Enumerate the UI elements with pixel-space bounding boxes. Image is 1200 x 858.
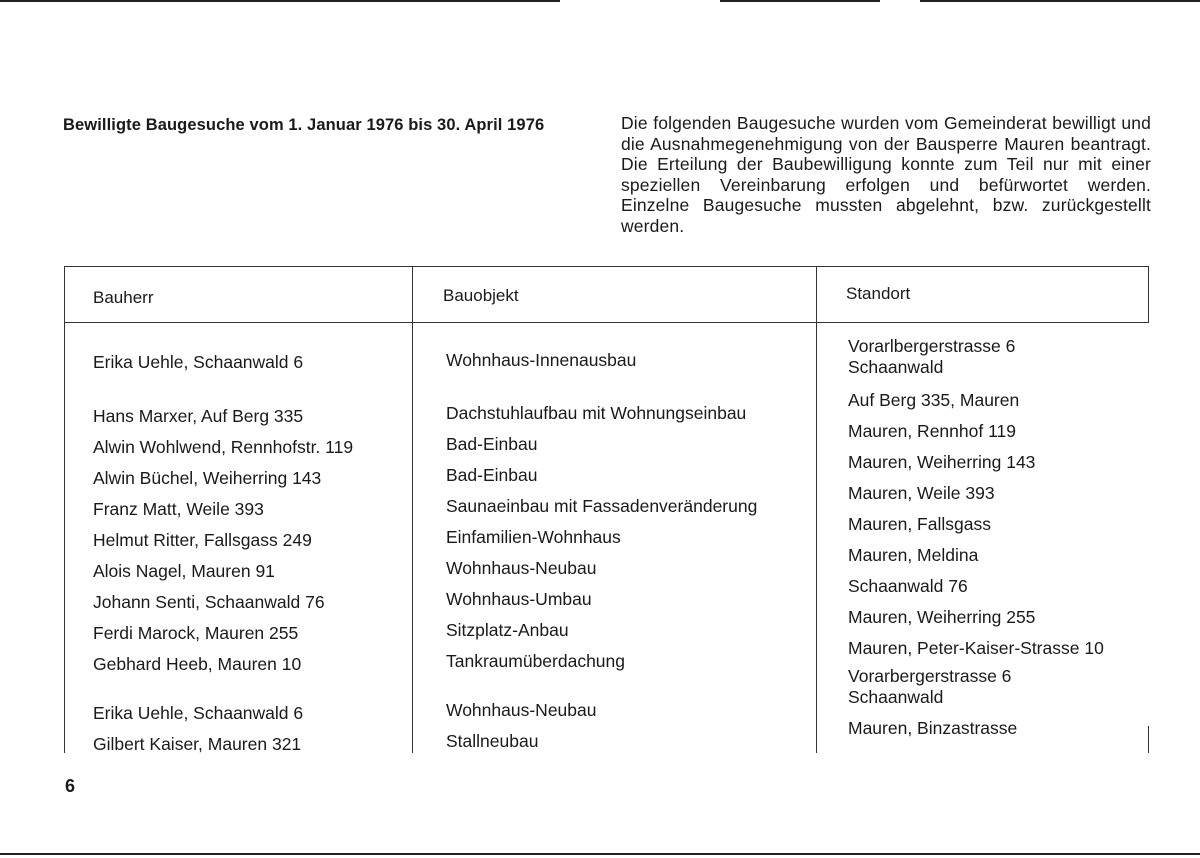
- page-number: 6: [65, 776, 76, 796]
- cell-bauherr: Hans Marxer, Auf Berg 335: [93, 406, 304, 426]
- cell-bauherr: Alwin Wohlwend, Rennhofstr. 119: [93, 437, 354, 457]
- cell-bauherr: Erika Uehle, Schaanwald 6: [93, 703, 304, 723]
- cell-standort: Mauren, Meldina: [848, 545, 979, 565]
- cell-bauobjekt: Wohnhaus-Neubau: [446, 558, 597, 578]
- top-rule-right: [720, 0, 1200, 2]
- cell-bauherr: Franz Matt, Weile 393: [93, 499, 264, 519]
- cell-standort: Schaanwald: [848, 687, 944, 707]
- cell-bauherr: Ferdi Marock, Mauren 255: [93, 623, 299, 643]
- cell-bauherr: Helmut Ritter, Fallsgass 249: [93, 530, 312, 550]
- cell-standort: Mauren, Weile 393: [848, 483, 995, 503]
- cell-standort: Vorarbergerstrasse 6: [848, 666, 1012, 686]
- cell-bauherr: Johann Senti, Schaanwald 76: [93, 592, 325, 612]
- intro-paragraph: Die folgenden Baugesuche wurden vom Gemeinderat bewilligt und die Ausnahmegenehmigung von der Bausperre Mauren beantragt. Die Erteilung der Baubewilligung konnte zum Teil nur mit einer speziellen Vereinbarung erfolgen und befürwortet werden. Einzelne Baugesuche mussten abgelehnt, bzw. zurückgestellt werden.: [621, 113, 1151, 236]
- column-header-standort: Standort: [846, 284, 911, 303]
- table-right-border: [1148, 266, 1149, 322]
- cell-bauobjekt: Tankraumüberdachung: [446, 651, 626, 671]
- cell-standort: Auf Berg 335, Mauren: [848, 390, 1020, 410]
- cell-standort: Mauren, Weiherring 255: [848, 607, 1036, 627]
- cell-bauobjekt: Einfamilien-Wohnhaus: [446, 527, 621, 547]
- permits-table: [64, 266, 1149, 753]
- cell-standort: Vorarlbergerstrasse 6: [848, 336, 1016, 356]
- cell-standort: Schaanwald: [848, 357, 944, 377]
- cell-bauherr: Erika Uehle, Schaanwald 6: [93, 352, 304, 372]
- cell-bauherr: Gilbert Kaiser, Mauren 321: [93, 734, 302, 754]
- top-rule: [0, 0, 560, 2]
- cell-bauobjekt: Dachstuhlaufbau mit Wohnungseinbau: [446, 403, 747, 423]
- cell-bauobjekt: Wohnhaus-Umbau: [446, 589, 592, 609]
- table-left-border: [64, 266, 65, 753]
- table-header-rule: [64, 322, 1149, 323]
- table-column-divider: [816, 266, 817, 753]
- cell-standort: Schaanwald 76: [848, 576, 968, 596]
- cell-bauobjekt: Bad-Einbau: [446, 465, 538, 485]
- column-header-bauherr: Bauherr: [93, 288, 154, 307]
- cell-bauobjekt: Bad-Einbau: [446, 434, 538, 454]
- cell-bauobjekt: Sitzplatz-Anbau: [446, 620, 569, 640]
- cell-standort: Mauren, Peter-Kaiser-Strasse 10: [848, 638, 1104, 658]
- cell-bauherr: Alwin Büchel, Weiherring 143: [93, 468, 322, 488]
- cell-bauherr: Gebhard Heeb, Mauren 10: [93, 654, 302, 674]
- column-header-bauobjekt: Bauobjekt: [443, 286, 519, 305]
- bottom-rule: [0, 853, 1200, 855]
- cell-bauherr: Alois Nagel, Mauren 91: [93, 561, 275, 581]
- cell-bauobjekt: Wohnhaus-Innenausbau: [446, 350, 637, 370]
- cell-bauobjekt: Saunaeinbau mit Fassadenveränderung: [446, 496, 758, 516]
- table-top-rule: [64, 266, 1149, 267]
- cell-standort: Mauren, Weiherring 143: [848, 452, 1036, 472]
- cell-standort: Mauren, Fallsgass: [848, 514, 991, 534]
- table-right-border: [1148, 726, 1149, 753]
- cell-standort: Mauren, Binzastrasse: [848, 718, 1018, 738]
- cell-bauobjekt: Wohnhaus-Neubau: [446, 700, 597, 720]
- cell-standort: Mauren, Rennhof 119: [848, 421, 1016, 441]
- page-heading: Bewilligte Baugesuche vom 1. Januar 1976 bis 30. April 1976: [63, 116, 545, 134]
- table-column-divider: [412, 266, 413, 753]
- cell-bauobjekt: Stallneubau: [446, 731, 539, 751]
